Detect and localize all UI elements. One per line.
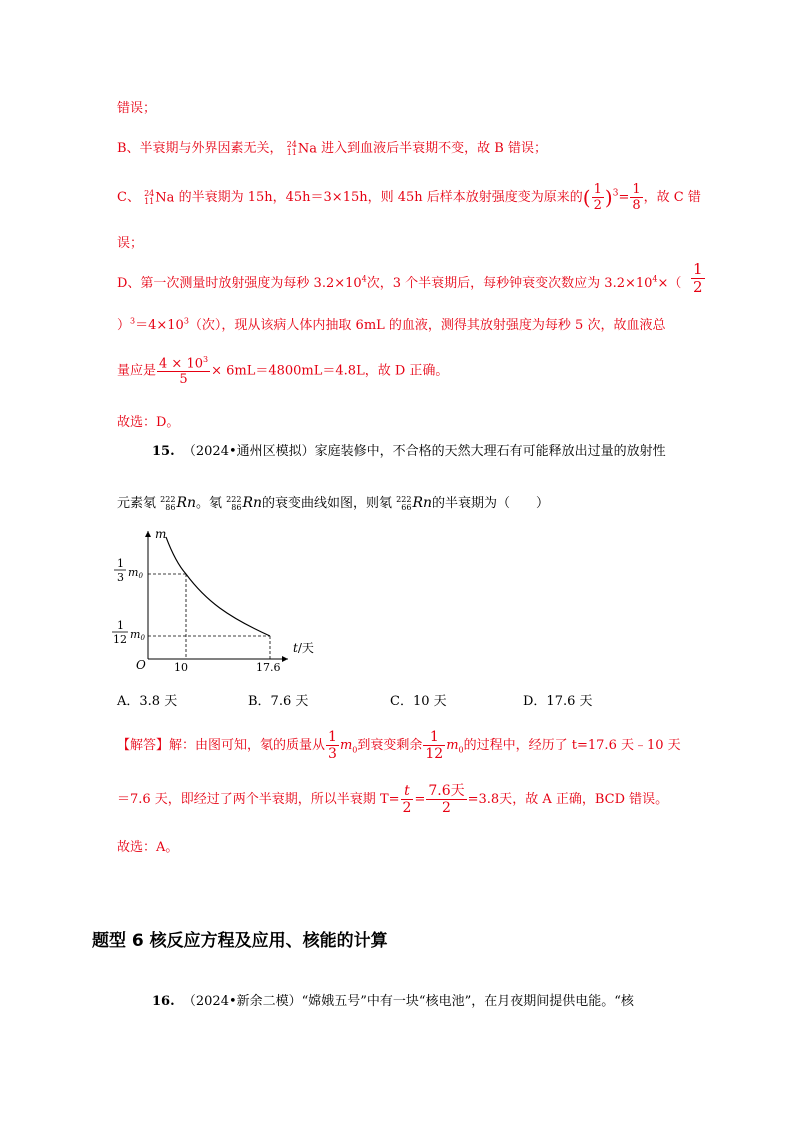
option-b[interactable]: B．7.6 天 bbox=[248, 694, 309, 709]
prev-option-d-cont: ）$^3=4\times 10^3$（次），现从该病人体内抽取 6mL 的血液，测得其放射强度为每秒 5 次，故血液总 bbox=[117, 316, 666, 333]
y-axis-label: m bbox=[155, 527, 167, 541]
y-tick-third-den: 3 bbox=[117, 571, 124, 584]
y-tick-twelfth-den: 12 bbox=[113, 633, 127, 646]
half-fraction: $\frac{1}{2}$ bbox=[593, 182, 602, 213]
prev-option-d-volume: 量应是 $\frac{4 \times 10^3}{5}$ × 6mL＝4800mL＝4.8L，故 D 正确。 bbox=[117, 355, 449, 388]
solution-line-2: ＝7.6 天，即经过了两个半衰期，所以半衰期 T= $\frac{t}{2}$ = $\frac{\text{7.6天}}{2}$ =3.8天，故 A 正确，BCD 错误。 bbox=[117, 783, 669, 816]
origin-label: O bbox=[136, 658, 146, 672]
y-tick-m0: m0 bbox=[128, 566, 143, 580]
rn-nuclide: 222 86 Rn bbox=[226, 494, 262, 512]
option-a[interactable]: A．3.8 天 bbox=[117, 694, 178, 709]
eighth-fraction: $\frac{1}{8}$ bbox=[632, 182, 641, 213]
prev-line-error: 错误； bbox=[117, 101, 157, 116]
option-d[interactable]: D．17.6 天 bbox=[523, 694, 593, 709]
prev-option-b: B、半衰期与外界因素无关， 24 11 Na 进入到血液后半衰期不变，故 B 错误； bbox=[117, 139, 547, 157]
x-tick-10: 10 bbox=[174, 661, 188, 674]
prev-answer: 故选：D。 bbox=[117, 415, 180, 430]
solution-answer: 故选：A。 bbox=[117, 840, 179, 855]
prev-option-c: C、 24 11 Na 的半衰期为 15h，45h＝3×15h，则 45h 后样本放射强度变为原来的( $\frac{1}{2}$ )$^3$= $\frac{1}{8}$ ，故 C 错 bbox=[117, 182, 701, 213]
rn-nuclide: 222 86 Rn bbox=[160, 494, 196, 512]
prev-option-c-cont: 误； bbox=[117, 236, 144, 251]
y-tick-m0: m0 bbox=[130, 628, 145, 642]
section-heading: 题型 6 核反应方程及应用、核能的计算 bbox=[92, 931, 388, 951]
solution-line-1: 【解答】解：由图可知，氡的质量从 $\frac{1}{3}$ $m_0$到衰变剩余 $\frac{1}{12}$ $m_0$的过程中，经历了 t=17.6 天﹣10 天 bbox=[117, 729, 681, 762]
question-15-stem-cont: 元素氡 222 86 Rn。氡 222 86 Rn的衰变曲线如图，则氡 222 66 Rn的半衰期为（ ） bbox=[117, 494, 550, 512]
na-nuclide: 24 11 Na bbox=[286, 139, 318, 157]
x-axis-label: t/天 bbox=[293, 641, 314, 655]
solution-tag: 【解答】 bbox=[117, 738, 170, 753]
decay-curve bbox=[166, 537, 270, 636]
option-c[interactable]: C．10 天 bbox=[390, 694, 447, 709]
rn-nuclide: 222 66 Rn bbox=[396, 494, 432, 512]
y-tick-twelfth-num: 1 bbox=[117, 619, 124, 632]
decay-curve-graph bbox=[108, 525, 318, 675]
question-15-stem: 15. （2024•通州区模拟）家庭装修中，不合格的天然大理石有可能释放出过量的放射性 bbox=[152, 444, 666, 459]
na-nuclide: 24 11 Na bbox=[144, 188, 175, 206]
y-tick-third-num: 1 bbox=[117, 557, 124, 570]
prev-option-d: D、第一次测量时放射强度为每秒 $3.2\times 10^4$次，3 个半衰期后，每秒钟衰变次数应为 $3.2\times 10^4\times$（ bbox=[117, 274, 682, 291]
x-tick-17-6: 17.6 bbox=[256, 661, 281, 674]
question-16-stem: 16. （2024•新余二模）“嫦娥五号”中有一块“核电池”，在月夜期间提供电能。“核 bbox=[152, 994, 634, 1009]
d-half-fraction: $\frac{1}{2}$ bbox=[693, 260, 703, 296]
